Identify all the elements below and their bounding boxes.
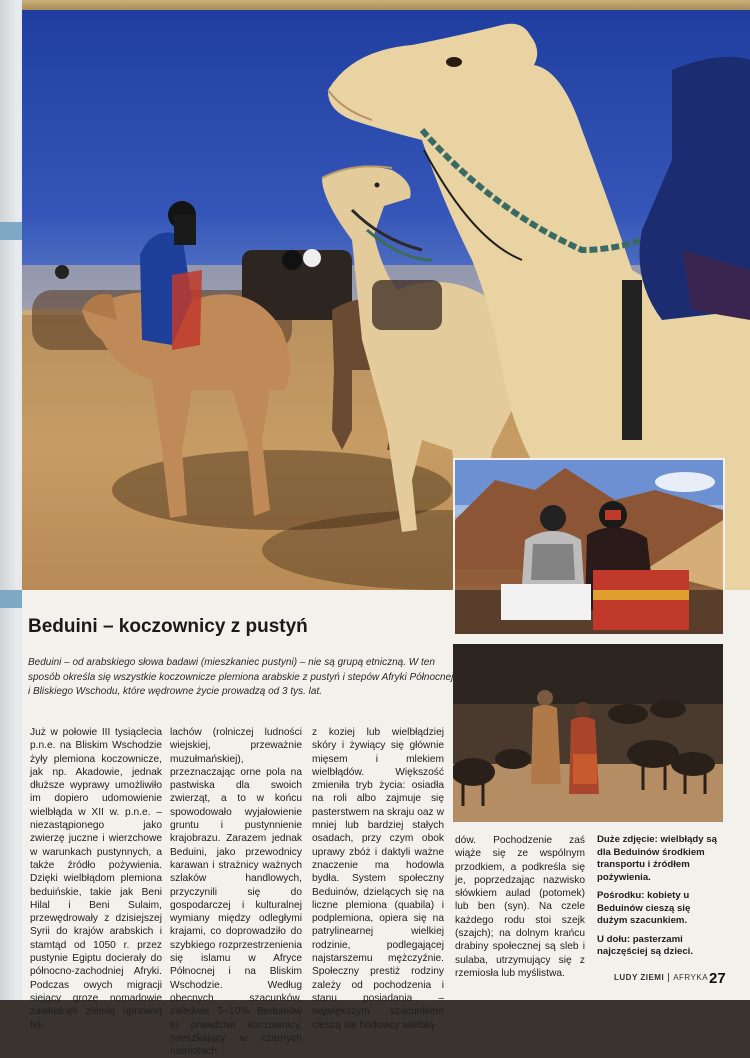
inset-photo-women (453, 458, 725, 636)
women-illustration (455, 460, 723, 634)
footer-book-title: LUDY ZIEMI (614, 973, 665, 982)
page-top-edge (22, 0, 750, 10)
body-column-2: lachów (rolniczej ludności wiejskiej, przeważnie muzułmańskiej), przeznaczając orne pola na pastwiska dla swoich zwierząt, a to w końcu spowodowało wyjałowienie gruntu i pustynnienie krajobrazu. Zarazem jednak Beduini, jako przewodnicy karawan i strażnicy ważnych szlaków handlowych, przyczynili się do gospodarczej i kulturalnej wymiany między odległymi krajami, co doprowadziło do szybkiego rozprzestrzenienia się islamu w Afryce Północnej i na Bliskim Wschodzie. Według obecnych szacunków, zaledwie 5–10% Beduinów to prawdziwi koczownicy, mieszkający w czarnych namiotach (170, 727, 302, 1058)
photo-captions (597, 834, 717, 965)
footer-section: AFRYKA (673, 973, 709, 982)
caption-main-photo: Duże zdjęcie: wielbłądy są dla Beduinów środkiem transportu i źródłem pożywienia. (597, 834, 717, 883)
page-number: 27 (709, 970, 726, 987)
article-lead: Beduini – od arabskiego słowa badawi (mieszkaniec pustyni) – nie są grupą etniczną. W ten sposób określa się wszystkie koczownicze plemiona arabskie z pustyń i stepów Afryki Północnej i Bliskiego Wschodu, które wędrowne życie prowadzą od 3 tys. lat. (28, 657, 454, 697)
body-column-4: dów. Pochodzenie zaś wiąże się ze wspólnym przodkiem, a podkreśla się je, poprzedzając nazwisko słówkiem aulad (potomek) lub ben (syn). Na czele każdego rodu stoi szejk (szajch); na dolnym krańcu drabiny społecznej są sleb i sulaba, utrzymujący się z rzemiosła lub myślistwa. (455, 835, 585, 979)
body-column-1: Już w połowie III tysiąclecia p.n.e. na Bliskim Wschodzie żyły plemiona koczownicze, jak np. Akadowie, jednak dłuższe wyprawy umożliwiło im dopiero udomowienie wielbłąda w XII w. p.n.e. – niezastąpionego jako zwierzę juczne i wierzchowe w warunkach pustynnych, a także źródło pożywienia. Dzięki wielbłądom plemiona beduińskie, takie jak Beni Hilal i Beni Sulaim, przewędrowały z dzisiejszej Syrii do krajów arabskich i stamtąd od 1050 r. przez pustynie Egiptu docierały do północno-zachodniej Afryki. Podczas owych migracji siejący grozę nomadowie zawładnęli ziemią uprawną fel- (30, 727, 162, 1031)
herders-illustration (453, 644, 723, 822)
article-title: Beduini – koczownicy z pustyń (28, 616, 308, 637)
caption-bottom-photo: U dołu: pasterzami najczęściej są dzieci. (597, 933, 693, 957)
running-footer (614, 973, 708, 982)
footer-separator (668, 973, 669, 982)
inset-photo-herders (453, 644, 723, 822)
caption-middle-photo: Pośrodku: kobiety u Beduinów cieszą się dużym szacunkiem. (597, 890, 691, 926)
body-column-3: z koziej lub wielbłądziej skóry i żywiący się głównie mięsem i mlekiem wielbłądów. Większość zmieniła tryb życia: osiadła na roli albo zajmuje się pasterstwem na skraju oaz w mniej lub bardziej stałych osadach, przy czym obok uprawy zbóż i daktyli ważne znaczenie ma hodowla bydła. System społeczny Beduinów, dzielących się na liczne plemiona (quabila) i podplemiona, opiera się na patrylinearnej wielkiej rodzinie, podlegającej najstarszemu mężczyźnie. Społeczny prestiż rodziny zależy od pochodzenia i stanu posiadania – największym szacunkiem cieszą się hodowcy wielbłą- (312, 727, 444, 1031)
